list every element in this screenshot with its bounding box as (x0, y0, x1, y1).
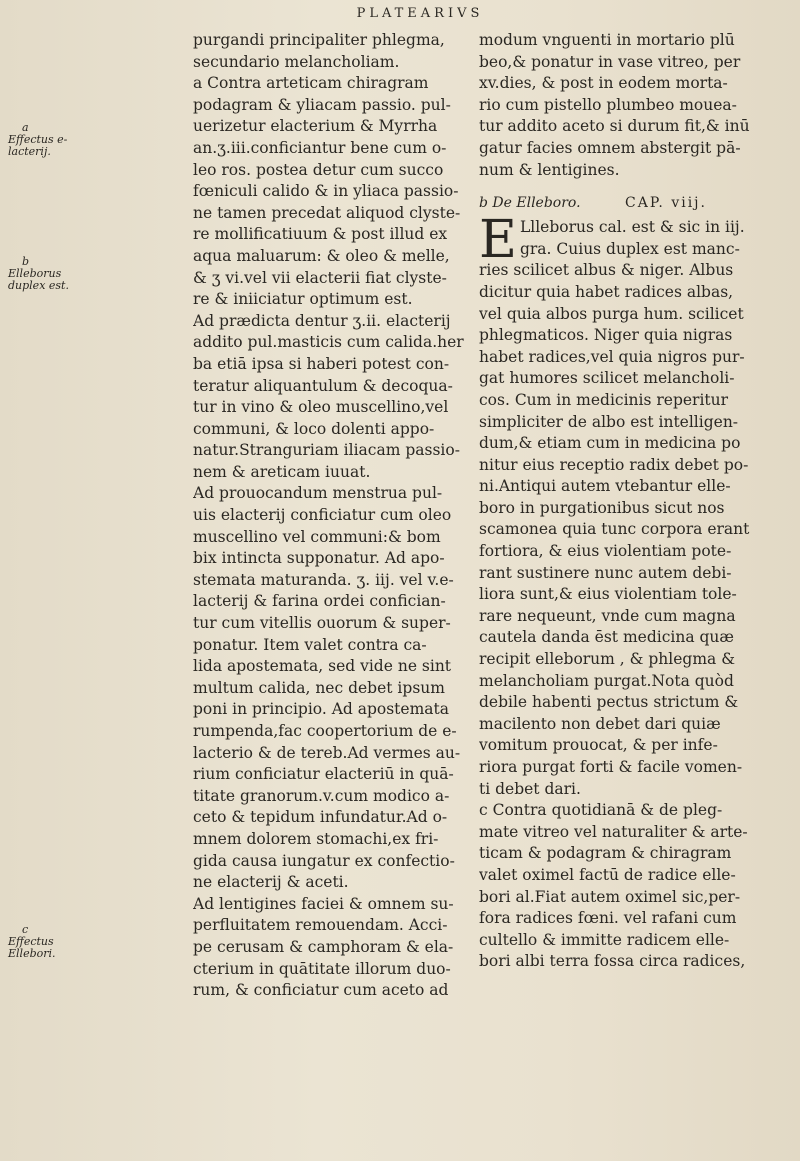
text-line: poni in principio. Ad apostemata (193, 700, 449, 719)
chapter-body-lines (479, 210, 784, 973)
text-line: scamonea quia tunc corpora erant (479, 520, 750, 539)
text-line: dum,& etiam cum in medicina po (479, 434, 741, 453)
text-line: fortiora, & eius violentiam pote- (479, 542, 732, 561)
text-line: re & iniiciatur optimum est. (193, 290, 413, 309)
text-line: Llleborus cal. est & sic in iij. (519, 218, 745, 237)
text-line: gra. Cuius duplex est manc- (519, 239, 740, 258)
text-line: multum calida, nec debet ipsum (193, 678, 445, 697)
chapter-heading (479, 189, 784, 217)
text-line: teratur aliquantulum & decoqua- (193, 376, 453, 395)
running-head: PLATEARIVS (356, 6, 484, 21)
text-line: boro in purgationibus sicut nos (479, 498, 725, 517)
text-line: ceto & tepidum infundatur.Ad o- (193, 808, 448, 827)
text-line: cterium in quātitate illorum duo- (193, 959, 451, 978)
text-line: debile habenti pectus strictum & (479, 693, 739, 712)
text-line: a Contra arteticam chiragram (193, 74, 429, 93)
margin-note-text: Elleborus duplex est. (8, 267, 69, 292)
margin-note-letter: b (22, 255, 30, 268)
text-line: ne tamen precedat aliquod clyste- (193, 203, 461, 222)
text-line: cautela danda ēst medicina quæ (479, 628, 734, 647)
right-column-top (479, 30, 784, 181)
text-line: muscellino vel communi:& bom (193, 527, 441, 546)
text-line: lida apostemata, sed vide ne sint (193, 657, 452, 676)
text-line: nem & areticam iuuat. (193, 462, 371, 481)
margin-note-a (8, 122, 100, 158)
text-line: podagram & yliacam passio. pul- (193, 95, 451, 114)
text-line: bix intincta supponatur. Ad apo- (193, 549, 445, 568)
text-line: fora radices fœni. vel rafani cum (479, 909, 737, 928)
text-line: ries scilicet albus & niger. Albus (479, 261, 734, 280)
text-line: rum, & conficiatur cum aceto ad (193, 981, 449, 1000)
text-line: ba etiā ipsa si haberi potest con- (193, 354, 450, 373)
text-line: Ad lentigines faciei & omnem su- (193, 894, 454, 913)
text-line: tur in vino & oleo muscellino,vel (193, 398, 449, 417)
text-line: rare nequeunt, vnde cum magna (479, 606, 736, 625)
text-line: stemata maturanda. ʒ. iij. vel v.e- (193, 570, 454, 589)
chapter-letter: b (479, 195, 488, 212)
text-line: pe cerusam & camphoram & ela- (193, 937, 454, 956)
text-line: aqua maluarum: & oleo & melle, (193, 246, 450, 265)
margin-note-b (8, 256, 100, 292)
text-line: modum vnguenti in mortario plū (479, 31, 735, 49)
text-line: Ad prouocandum menstrua pul- (193, 484, 443, 503)
text-line: uis elacterij conficiatur cum oleo (193, 506, 452, 525)
text-line: rant sustinere nunc autem debi- (479, 563, 732, 582)
chapter-body (479, 210, 784, 973)
text-line: re mollificatiuum & post illud ex (193, 225, 448, 244)
text-line: phlegmaticos. Niger quia nigras (479, 326, 733, 345)
text-line: an.ʒ.iii.conficiantur bene cum o- (193, 138, 447, 157)
text-line: nitur eius receptio radix debet po- (479, 455, 749, 474)
text-line: gida causa iungatur ex confectio- (193, 851, 455, 870)
margin-note-c (8, 924, 100, 960)
text-line: valet oximel factū de radice elle- (479, 865, 736, 884)
text-line: habet radices,vel quia nigros pur- (479, 347, 745, 366)
text-line: perfluitatem remouendam. Acci- (193, 916, 448, 935)
left-column (193, 30, 476, 1002)
text-line: mate vitreo vel naturaliter & arte- (479, 822, 748, 841)
text-line: beo,& ponatur in vase vitreo, per (479, 52, 741, 71)
text-line: ni.Antiqui autem vtebantur elle- (479, 477, 731, 496)
text-line: gat humores scilicet melancholi- (479, 369, 735, 388)
text-line: uerizetur elacterium & Myrrha (193, 117, 438, 136)
text-line: simpliciter de albo est intelligen- (479, 412, 739, 431)
text-line: c Contra quotidianā & de pleg- (479, 801, 723, 820)
text-line: lacterio & de tereb.Ad vermes au- (193, 743, 461, 762)
margin-note-letter: a (22, 121, 29, 134)
text-line: mnem dolorem stomachi,ex fri- (193, 829, 439, 848)
text-line: rumpenda,fac coopertorium de e- (193, 722, 457, 740)
text-line: cos. Cum in medicinis reperitur (479, 390, 729, 409)
text-line: riora purgat forti & facile vomen- (479, 758, 743, 776)
text-line: purgandi principaliter phlegma, (193, 31, 445, 49)
chapter-number: CAP. viij. (625, 195, 707, 212)
margin-note-letter: c (22, 923, 29, 936)
text-line: gatur facies omnem abstergit pā- (479, 138, 741, 157)
text-line: rium conficiatur elacteriū in quā- (193, 765, 454, 784)
text-line: bori al.Fiat autem oximel sic,per- (479, 887, 741, 906)
text-line: ne elacterij & aceti. (193, 873, 349, 892)
drop-cap: E (479, 210, 517, 271)
text-line: ti debet dari. (479, 779, 581, 798)
text-line: melancholiam purgat.Nota quòd (479, 671, 734, 690)
text-line: rio cum pistello plumbeo mouea- (479, 95, 737, 114)
right-column (479, 30, 784, 973)
text-line: titate granorum.v.cum modico a- (193, 786, 450, 805)
text-line: ponatur. Item valet contra ca- (193, 635, 427, 654)
text-line: & ʒ vi.vel vii elacterii fiat clyste- (193, 268, 447, 287)
text-line: recipit elleborum , & phlegma & (479, 650, 735, 669)
text-line: natur.Stranguriam iliacam passio- (193, 441, 460, 460)
text-line: macilento non debet dari quiæ (479, 714, 721, 733)
margin-note-text: Effectus e- lacterij. (8, 133, 68, 158)
text-line: liora sunt,& eius violentiam tole- (479, 585, 737, 604)
text-line: num & lentigines. (479, 160, 620, 179)
text-line: secundario melancholiam. (193, 52, 400, 71)
text-line: leo ros. postea detur cum succo (193, 160, 444, 179)
text-line: bori albi terra fossa circa radices, (479, 952, 746, 971)
text-line: lacterij & farina ordei confician- (193, 592, 446, 611)
text-line: dicitur quia habet radices albas, (479, 282, 734, 301)
text-line: vomitum prouocat, & per infe- (479, 736, 718, 755)
text-line: fœniculi calido & in yliaca passio- (193, 182, 459, 201)
text-line: cultello & immitte radicem elle- (479, 930, 730, 949)
text-line: Ad prædicta dentur ʒ.ii. elacterij (193, 311, 451, 330)
text-line: vel quia albos purga hum. scilicet (479, 304, 744, 323)
text-line: tur addito aceto si durum fit,& inū (479, 117, 750, 136)
text-line: communi, & loco dolenti appo- (193, 419, 435, 438)
chapter-title: De Elleboro. (492, 195, 581, 212)
margin-note-text: Effectus Ellebori. (8, 935, 56, 960)
text-line: xv.dies, & post in eodem morta- (479, 74, 728, 93)
text-line: addito pul.masticis cum calida.her (193, 333, 464, 352)
text-line: ticam & podagram & chiragram (479, 844, 732, 863)
text-line: tur cum vitellis ouorum & super- (193, 614, 451, 633)
